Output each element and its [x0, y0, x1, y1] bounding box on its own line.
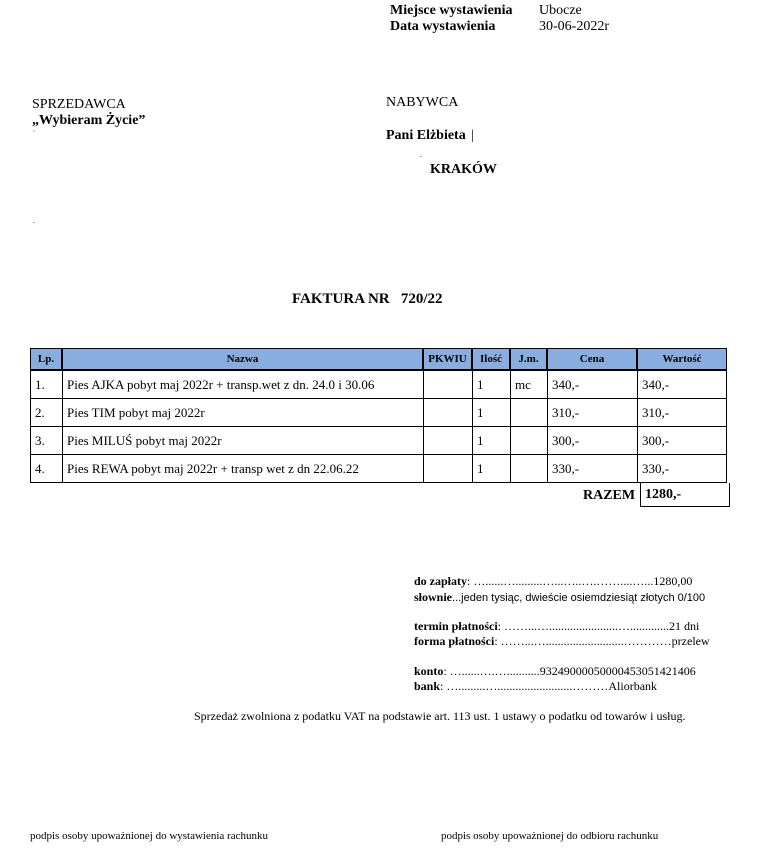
- redaction-mark: -: [33, 220, 35, 226]
- items-table: [30, 348, 727, 483]
- cell-unit: [510, 426, 547, 454]
- amount-dots: : …......….........…...…..….……....…...: [467, 574, 654, 588]
- total-value: 1280,-: [640, 483, 730, 507]
- seller-name: „Wybieram Życie”: [32, 113, 146, 128]
- redaction-mark: |: [471, 128, 474, 143]
- account-dots: : …......….…...........: [443, 664, 540, 678]
- words-line: [414, 590, 730, 605]
- place-label: Miejsce wystawienia: [390, 3, 513, 18]
- bank-label: bank: [414, 679, 441, 693]
- invoice-title-label: FAKTURA NR: [292, 291, 390, 307]
- invoice-number: 720/22: [400, 291, 443, 307]
- amount-label: do zapłaty: [414, 574, 468, 588]
- signature-receiver: podpis osoby upoważnionej do odbioru rachunku: [441, 830, 659, 842]
- header-name: Nazwa: [62, 348, 423, 370]
- cell-price: 340,-: [547, 370, 637, 398]
- cell-pkwiu: [423, 426, 472, 454]
- bank-dots: : ….........….........................………: [440, 679, 609, 693]
- cell-lp: 1.: [30, 370, 62, 398]
- cell-value: 340,-: [637, 370, 727, 398]
- cell-unit: [510, 454, 547, 483]
- header-lp: Lp.: [30, 348, 62, 370]
- redaction-mark: ‘: [33, 130, 35, 136]
- amount-value: 1280,00: [653, 574, 693, 588]
- cell-unit: mc: [510, 370, 547, 398]
- words-label: słownie: [414, 590, 453, 604]
- place-value: Ubocze: [539, 3, 582, 18]
- form-label: forma płatności: [414, 634, 495, 648]
- cell-lp: 4.: [30, 454, 62, 483]
- account-value: 93249000050000453051421406: [539, 664, 696, 678]
- form-dots: : ……...…..........................…………: [494, 634, 672, 648]
- invoice-title: [292, 291, 443, 308]
- buyer-city: KRAKÓW: [430, 162, 497, 177]
- cell-price: 310,-: [547, 398, 637, 426]
- form-value: przelew: [671, 634, 710, 648]
- term-label: termin płatności: [414, 619, 498, 633]
- account-line: [414, 664, 730, 679]
- table-row: [30, 454, 727, 483]
- cell-pkwiu: [423, 454, 472, 483]
- cell-lp: 2.: [30, 398, 62, 426]
- table-row: [30, 370, 727, 398]
- buyer-label: NABYWCA: [386, 95, 459, 110]
- header-price: Cena: [547, 348, 637, 370]
- cell-qty: 1: [472, 370, 510, 398]
- redaction-mark: -: [420, 154, 422, 160]
- table-header-row: [30, 348, 727, 370]
- bank-line: [414, 679, 730, 694]
- date-value: 30-06-2022r: [539, 19, 609, 34]
- table-row: [30, 398, 727, 426]
- signature-issuer: podpis osoby upoważnionej do wystawienia rachunku: [30, 830, 268, 842]
- amount-line: [414, 574, 730, 589]
- cell-pkwiu: [423, 398, 472, 426]
- cell-qty: 1: [472, 454, 510, 483]
- cell-lp: 3.: [30, 426, 62, 454]
- bank-value: Aliorbank: [608, 679, 658, 693]
- seller-label: SPRZEDAWCA: [32, 97, 126, 112]
- cell-qty: 1: [472, 398, 510, 426]
- header-qty: Ilość: [472, 348, 510, 370]
- cell-value: 310,-: [637, 398, 727, 426]
- cell-unit: [510, 398, 547, 426]
- account-label: konto: [414, 664, 444, 678]
- buyer-name: Pani Elżbieta: [386, 128, 466, 143]
- cell-price: 330,-: [547, 454, 637, 483]
- header-value: Wartość: [637, 348, 727, 370]
- term-value: 21 dni: [669, 619, 700, 633]
- cell-name: Pies AJKA pobyt maj 2022r + transp.wet z dn. 24.0 i 30.06: [62, 370, 423, 398]
- form-line: [414, 634, 730, 649]
- term-line: [414, 619, 730, 634]
- words-value: ...jeden tysiąc, dwieście osiemdziesiąt złotych 0/100: [452, 592, 706, 604]
- cell-name: Pies TIM pobyt maj 2022r: [62, 398, 423, 426]
- cell-price: 300,-: [547, 426, 637, 454]
- term-dots: : ……...….......................….............: [497, 619, 670, 633]
- total-label: RAZEM: [583, 488, 636, 503]
- cell-pkwiu: [423, 370, 472, 398]
- cell-name: Pies MILUŚ pobyt maj 2022r: [62, 426, 423, 454]
- date-label: Data wystawienia: [390, 19, 496, 34]
- table-row: [30, 426, 727, 454]
- cell-name: Pies REWA pobyt maj 2022r + transp wet z dn 22.06.22: [62, 454, 423, 483]
- header-unit: J.m.: [510, 348, 547, 370]
- vat-note: Sprzedaż zwolniona z podatku VAT na podstawie art. 113 ust. 1 ustawy o podatku od towarów i usług.: [194, 709, 686, 723]
- cell-qty: 1: [472, 426, 510, 454]
- header-pkwiu: PKWIU: [423, 348, 472, 370]
- cell-value: 300,-: [637, 426, 727, 454]
- cell-value: 330,-: [637, 454, 727, 483]
